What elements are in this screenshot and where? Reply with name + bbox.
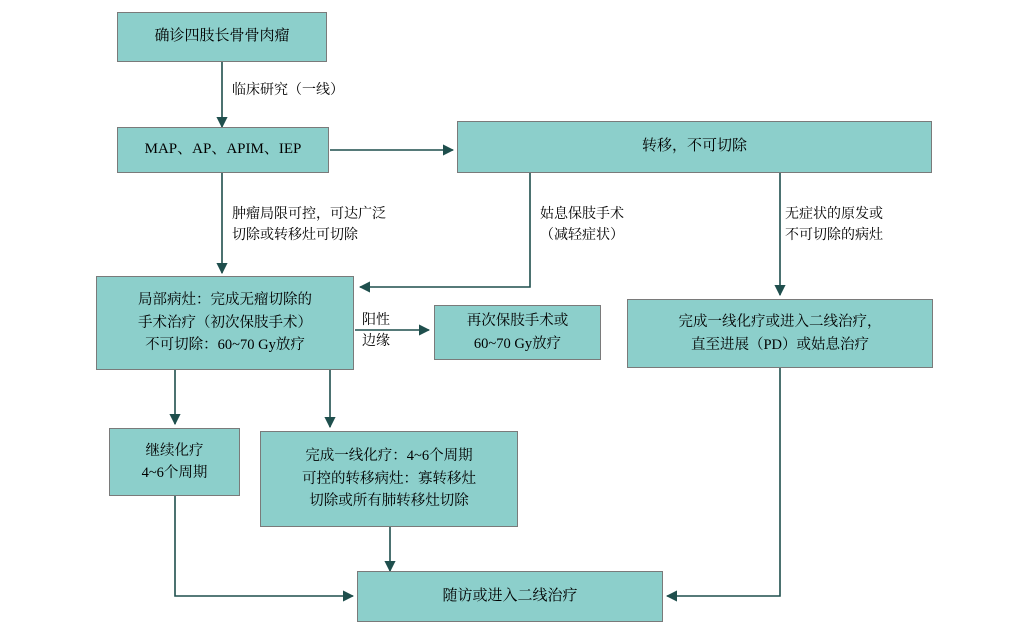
- edge-label-clinical-trial: [232, 80, 344, 101]
- node-diagnosis: [117, 12, 327, 62]
- edge-label-clinical-trial-line-1: 临床研究（一线）: [232, 83, 344, 98]
- node-followup: [357, 571, 663, 622]
- node-repeat-surgery-line-1: 再次保肢手术或: [466, 313, 569, 330]
- node-local-lesion-line-3: 不可切除：60~70 Gy放疗: [145, 337, 305, 354]
- node-first-line-or-second: [627, 299, 933, 368]
- node-complete-first-line-line-3: 切除或所有肺转移灶切除: [309, 493, 469, 510]
- node-local-lesion-line-1: 局部病灶：完成无瘤切除的: [138, 292, 312, 309]
- node-local-lesion-line-2: 手术治疗（初次保肢手术）: [138, 314, 312, 331]
- edge-label-asymptomatic-primary: [785, 204, 883, 246]
- edge-label-positive-margin-line-2: 边缘: [362, 334, 390, 349]
- node-continue-chemo-line-1: 继续化疗: [145, 442, 204, 459]
- node-first-line-or-second-line-1: 完成一线化疗或进入二线治疗，: [678, 314, 882, 331]
- edge-label-asymptomatic-primary-line-2: 不可切除的病灶: [785, 228, 883, 243]
- edge-label-tumor-controlled-line-2: 切除或转移灶可切除: [232, 228, 358, 243]
- node-repeat-surgery: [434, 305, 601, 360]
- node-metastatic: [457, 121, 932, 173]
- node-complete-first-line: [260, 431, 518, 527]
- edge-label-palliative-surgery-line-2: （减轻症状）: [540, 228, 624, 243]
- edge-label-positive-margin-line-1: 阳性: [362, 313, 390, 328]
- node-first-line-or-second-line-2: 直至进展（PD）或姑息治疗: [690, 336, 870, 353]
- node-continue-chemo: [109, 428, 240, 496]
- node-chemo-regimens: [117, 127, 329, 173]
- node-continue-chemo-line-2: 4~6个周期: [141, 465, 208, 481]
- node-diagnosis-line-1: 确诊四肢长骨骨肉瘤: [154, 28, 290, 45]
- edge-label-palliative-surgery-line-1: 姑息保肢手术: [540, 207, 624, 222]
- edge-label-tumor-controlled: [232, 204, 386, 246]
- node-local-lesion: [96, 276, 354, 370]
- node-complete-first-line-line-2: 可控的转移病灶：寡转移灶: [302, 470, 476, 487]
- node-chemo-regimens-line-1: MAP、AP、APIM、IEP: [144, 141, 302, 158]
- edge-label-palliative-surgery: [540, 204, 624, 246]
- node-followup-line-1: 随访或进入二线治疗: [442, 587, 578, 604]
- edge-label-positive-margin: [362, 310, 390, 352]
- node-repeat-surgery-line-2: 60~70 Gy放疗: [473, 335, 562, 352]
- edge-label-asymptomatic-primary-line-1: 无症状的原发或: [785, 207, 883, 222]
- node-complete-first-line-line-1: 完成一线化疗：4~6个周期: [305, 448, 473, 465]
- edge-label-tumor-controlled-line-1: 肿瘤局限可控，可达广泛: [232, 207, 386, 222]
- node-metastatic-line-1: 转移，不可切除: [641, 138, 747, 155]
